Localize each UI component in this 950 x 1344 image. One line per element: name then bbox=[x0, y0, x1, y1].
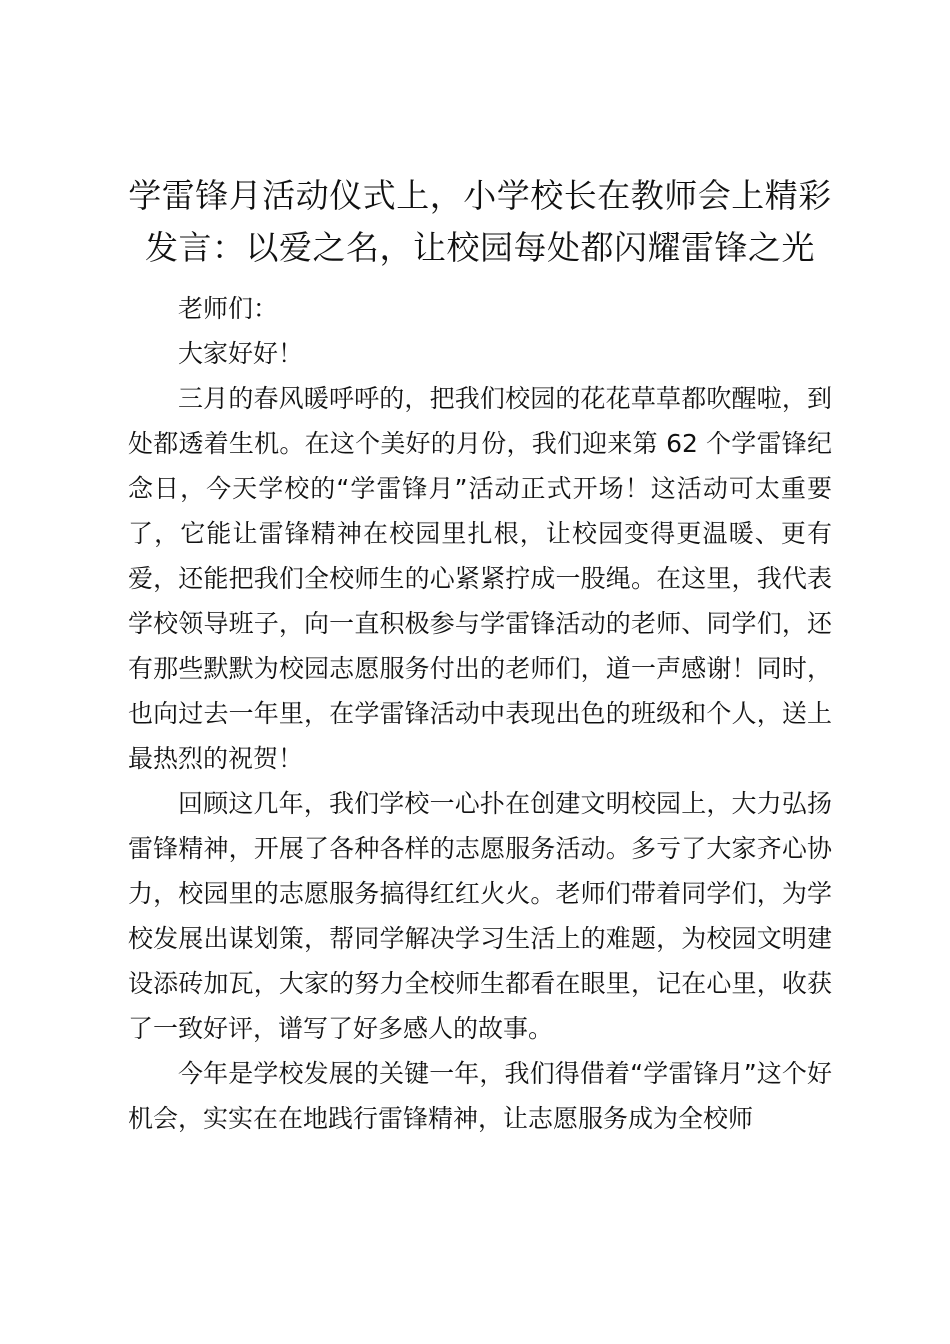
greeting: 大家好好！ bbox=[178, 339, 304, 368]
document-title: 学雷锋月活动仪式上，小学校长在教师会上精彩发言：以爱之名，让校园每处都闪耀雷锋之光 bbox=[128, 176, 832, 267]
paragraph-intro: 三月的春风暖呼呼的，把我们校园的花花草草都吹醒啦，到处都透着生机。在这个美好的月份，我们迎来第 62 个学雷锋纪念日，今天学校的“学雷锋月”活动正式开场！这活动可太重要了，它能让雷锋精神在校园里扎根，让校园变得更温暖、更有爱，还能把我们全校师生的心紧紧拧成一股绳。在这里，我代表学校领导班子，向一直积极参与学雷锋活动的老师、同学们，还有那些默默为校园志愿服务付出的老师们，道一声感谢！同时，也向过去一年里，在学雷锋活动中表现出色的班级和个人，送上最热烈的祝贺！ bbox=[128, 384, 832, 773]
paragraph-this-year: 今年是学校发展的关键一年，我们得借着“学雷锋月”这个好机会，实实在在地践行雷锋精神，让志愿服务成为全校师 bbox=[128, 1059, 832, 1133]
paragraph-review: 回顾这几年，我们学校一心扑在创建文明校园上，大力弘扬雷锋精神，开展了各种各样的志愿服务活动。多亏了大家齐心协力，校园里的志愿服务搞得红红火火。老师们带着同学们，为学校发展出谋划策，帮同学解决学习生活上的难题，为校园文明建设添砖加瓦，大家的努力全校师生都看在眼里，记在心里，收获了一致好评，谱写了好多感人的故事。 bbox=[128, 789, 832, 1043]
document-body bbox=[128, 170, 832, 1141]
salutation: 老师们： bbox=[178, 294, 279, 323]
